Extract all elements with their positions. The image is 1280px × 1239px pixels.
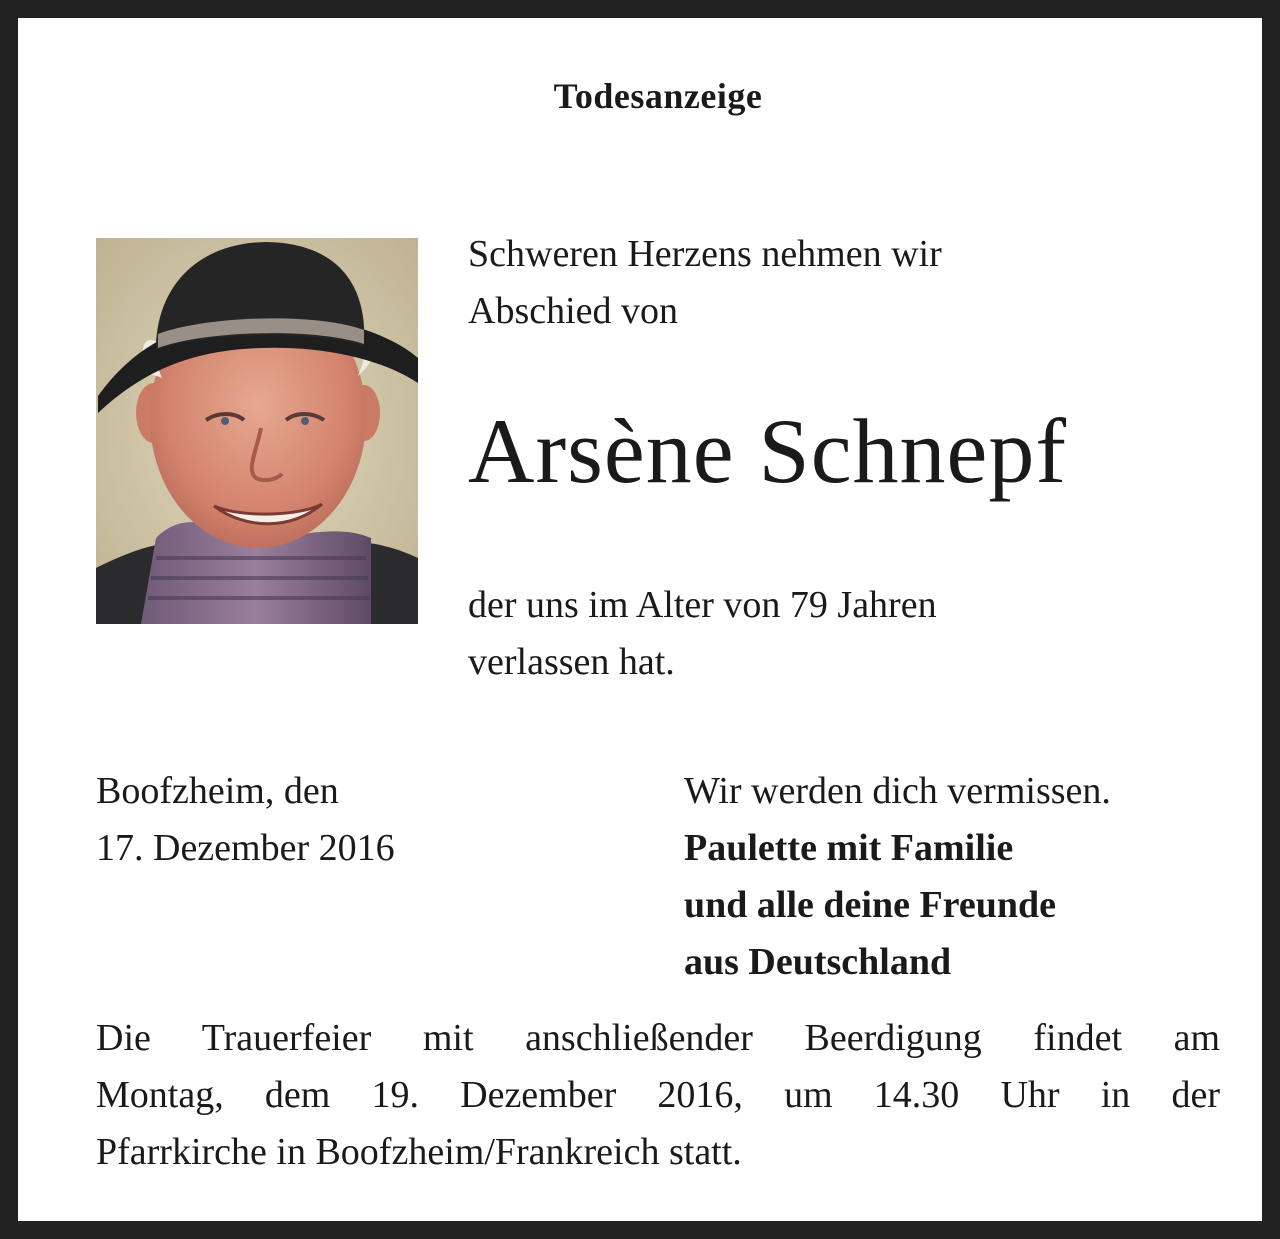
service-line: Montag, dem 19. Dezember 2016, um 14.30 Uhr in der (96, 1074, 1220, 1116)
service-line: Die Trauerfeier mit anschließender Beerdigung findet am (96, 1017, 1220, 1059)
deceased-name: Arsène Schnepf (468, 400, 1068, 502)
age-line: der uns im Alter von 79 Jahren (468, 584, 937, 626)
signer-line: Paulette mit Familie (684, 827, 1014, 869)
age-line: verlassen hat. (468, 641, 675, 683)
signoff (684, 763, 1111, 991)
place-date (96, 763, 395, 877)
signer-line: und alle deine Freunde (684, 884, 1056, 926)
intro-line: Abschied von (468, 290, 679, 332)
portrait-photo (96, 238, 418, 624)
notice-title: Todesanzeige (553, 76, 763, 116)
intro-text (468, 226, 942, 340)
intro-line: Schweren Herzens nehmen wir (468, 233, 942, 275)
age-text (468, 577, 937, 691)
place-line: Boofzheim, den (96, 770, 339, 812)
closing-line: Wir werden dich vermissen. (684, 770, 1111, 812)
service-line: Pfarrkirche in Boofzheim/Frankreich statt. (96, 1131, 742, 1173)
funeral-service-info (96, 1010, 1220, 1181)
signer-line: aus Deutschland (684, 941, 952, 983)
date-line: 17. Dezember 2016 (96, 827, 395, 869)
